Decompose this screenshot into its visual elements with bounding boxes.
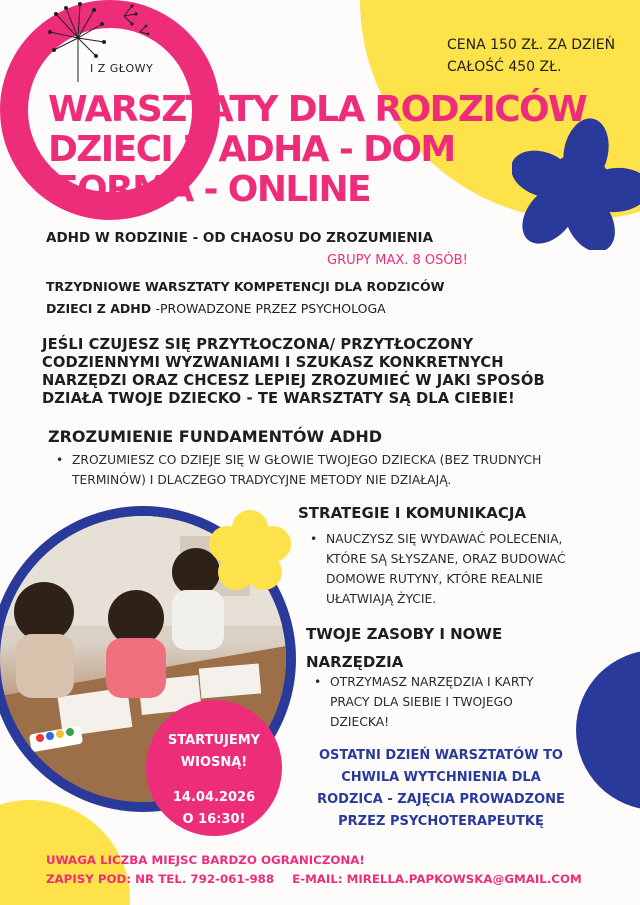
subtitle-details (46, 276, 444, 320)
price-per-day: CENA 150 ZŁ. ZA DZIEŃ (447, 37, 616, 53)
start-date (146, 787, 282, 831)
start-time-value: O 16:30! (182, 812, 246, 827)
subtitle-line-2-bold: DZIECI Z ADHD (46, 301, 156, 316)
subtitle-line-2 (46, 298, 444, 320)
lead-line: CODZIENNYMI WYZWANIAMI I SZUKASZ KONKRETNYCH (42, 354, 504, 371)
limited-seats-notice: UWAGA LICZBA MIEJSC BARDZO OGRANICZONA! (46, 853, 365, 867)
bullet-dot: • (56, 453, 64, 467)
section-heading-strategies: STRATEGIE I KOMUNIKACJA (298, 504, 527, 522)
start-badge-text (146, 730, 282, 774)
section-bullet-fundamentals (56, 450, 612, 490)
bullet-line: TERMINÓW) I DLACZEGO TRADYCYJNE METODY NIE DZIAŁAJĄ. (72, 473, 452, 487)
start-line-2: WIOSNĄ! (180, 755, 248, 770)
bullet-line: ZROZUMIESZ CO DZIEJE SIĘ W GŁOWIE TWOJEGO DZIECKA (BEZ TRUDNYCH (72, 453, 542, 467)
title-line-3: FORMA - ONLINE (54, 169, 370, 210)
bullet-dot: • (314, 675, 322, 689)
closing-line: OSTATNI DZIEŃ WARSZTATÓW TO (318, 748, 563, 763)
section-bullet-resources (314, 672, 590, 732)
subtitle-main: ADHD W RODZINIE - OD CHAOSU DO ZROZUMIENIA (46, 230, 434, 246)
section-heading-line: NARZĘDZIA (306, 653, 404, 671)
bullet-line: DZIECKA! (330, 715, 390, 729)
section-heading-resources (306, 620, 502, 676)
closing-line: PRZEZ PSYCHOTERAPEUTKĘ (338, 814, 544, 829)
bullet-line: KTÓRE SĄ SŁYSZANE, ORAZ BUDOWAĆ (326, 552, 566, 566)
price-total: CAŁOŚĆ 450 ZŁ. (447, 59, 562, 75)
price-info (447, 34, 615, 78)
closing-line: RODZICA - ZAJĘCIA PROWADZONE (317, 792, 565, 807)
lead-paragraph (42, 336, 545, 408)
lead-line: DZIAŁA TWOJE DZIECKO - TE WARSZTATY SĄ DLA CIEBIE! (42, 390, 515, 407)
section-bullet-strategies (310, 529, 626, 609)
subtitle-line-2-normal: -PROWADZONE PRZEZ PSYCHOLOGA (155, 301, 386, 316)
start-line-1: STARTUJEMY (167, 733, 261, 748)
section-heading-fundamentals: ZROZUMIENIE FUNDAMENTÓW ADHD (48, 427, 383, 446)
title-line-2: DZIECI Z ADHA - DOM (48, 129, 455, 170)
bullet-line: OTRZYMASZ NARZĘDZIA I KARTY (330, 675, 534, 689)
bullet-line: NAUCZYSZ SIĘ WYDAWAĆ POLECENIA, (326, 532, 563, 546)
start-date-value: 14.04.2026 (172, 790, 256, 805)
yellow-flower-icon (208, 510, 292, 594)
subtitle-line-1: TRZYDNIOWE WARSZTATY KOMPETENCJI DLA RODZICÓW (46, 279, 445, 294)
contact-phone[interactable]: ZAPISY POD: NR TEL. 792-061-988 (46, 872, 275, 886)
closing-note (300, 745, 582, 833)
lead-line: NARZĘDZI ORAZ CHCESZ LEPIEJ ZROZUMIEĆ W JAKI SPOSÓB (42, 372, 545, 389)
footer-contact (46, 851, 582, 889)
contact-email[interactable]: E-MAIL: MIRELLA.PAPKOWSKA@GMAIL.COM (292, 872, 582, 886)
section-heading-line: TWOJE ZASOBY I NOWE (306, 625, 503, 643)
group-size-note: GRUPY MAX. 8 OSÓB! (327, 253, 468, 268)
bullet-line: PRACY DLA SIEBIE I TWOJEGO (330, 695, 513, 709)
logo-tagline: I Z GŁOWY (90, 62, 154, 75)
lead-line: JEŚLI CZUJESZ SIĘ PRZYTŁOCZONA/ PRZYTŁOCZONY (42, 336, 474, 353)
title-line-1: WARSZTATY DLA RODZICÓW (48, 89, 587, 130)
bullet-line: DOMOWE RUTYNY, KTÓRE REALNIE (326, 572, 544, 586)
bullet-line: UŁATWIAJĄ ŻYCIE. (326, 592, 437, 606)
closing-line: CHWILA WYTCHNIENIA DLA (341, 770, 541, 785)
contact-line (46, 870, 582, 889)
page-title (48, 90, 586, 210)
bullet-dot: • (310, 532, 318, 546)
